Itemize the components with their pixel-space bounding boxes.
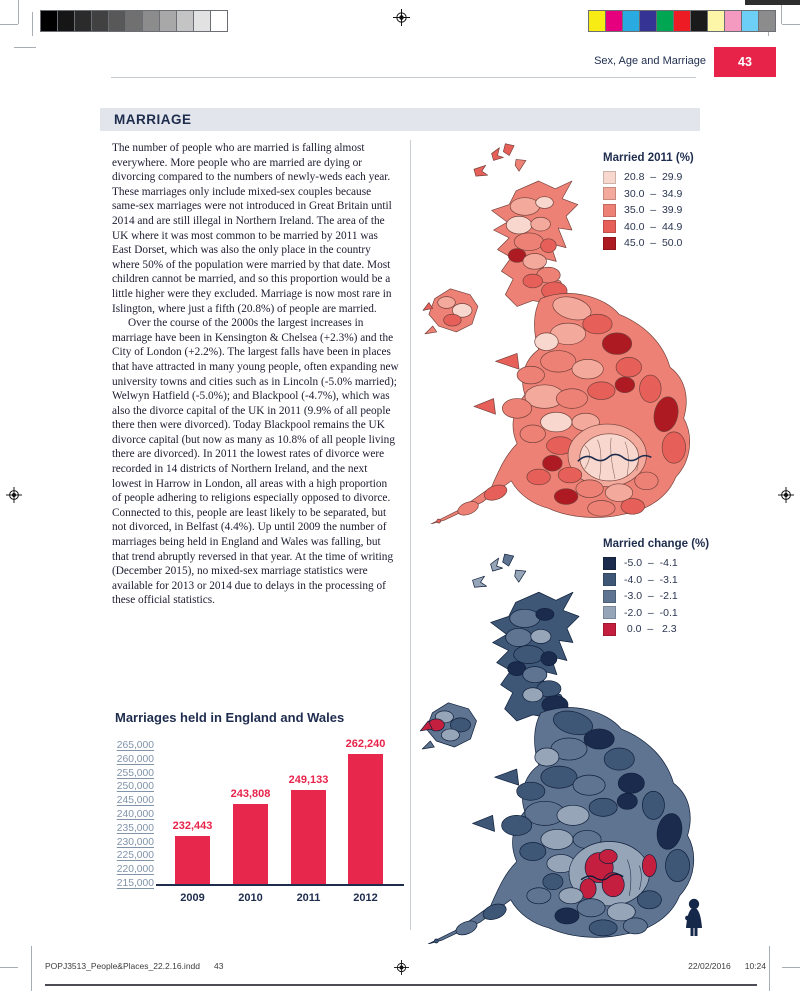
bar-value-label: 262,240 <box>345 737 386 750</box>
color-swatch <box>589 11 606 31</box>
y-tick-label: 220,000 <box>116 864 154 876</box>
legend-row <box>603 621 768 638</box>
y-tick-label: 240,000 <box>116 809 154 820</box>
legend-rows <box>603 169 768 252</box>
running-header: Sex, Age and Marriage <box>594 55 706 67</box>
legend-row <box>603 186 768 203</box>
crop-mark <box>32 12 33 36</box>
crop-mark <box>0 967 18 968</box>
legend-row <box>603 572 768 589</box>
x-tick-label: 2009 <box>180 892 205 904</box>
legend-rows <box>603 555 768 638</box>
legend-row <box>603 555 768 572</box>
imprint-filename: POPJ3513_People&Places_22.2.16.indd <box>45 961 201 971</box>
grayscale-swatch <box>194 11 211 31</box>
legend-row <box>603 605 768 622</box>
crop-mark <box>31 946 32 991</box>
grayscale-calibration-bar <box>40 10 228 32</box>
y-tick-label: 235,000 <box>116 822 154 834</box>
y-tick-label: 265,000 <box>116 740 154 751</box>
color-swatch <box>759 11 775 31</box>
legend-color-swatch <box>603 623 616 636</box>
color-swatch <box>623 11 640 31</box>
grayscale-swatch <box>75 11 92 31</box>
legend-married-change <box>603 538 768 638</box>
chart-title: Marriages held in England and Wales <box>115 710 345 725</box>
body-text-column <box>112 141 399 608</box>
registration-mark-icon <box>394 960 409 975</box>
crop-mark <box>18 0 19 24</box>
bar-2009 <box>175 836 210 884</box>
registration-mark-icon <box>778 487 794 503</box>
y-tick-label: 255,000 <box>116 767 154 779</box>
color-swatch <box>606 11 623 31</box>
crop-mark <box>0 24 18 25</box>
print-time: 10:24 <box>744 961 766 971</box>
legend-title: Married change (%) <box>603 538 710 550</box>
legend-row <box>603 169 768 186</box>
color-swatch <box>657 11 674 31</box>
registration-mark-icon <box>6 487 22 503</box>
bar-value-label: 243,808 <box>230 788 271 801</box>
legend-row <box>603 235 768 252</box>
color-calibration-bar <box>588 10 776 32</box>
color-swatch <box>640 11 657 31</box>
paragraph: The number of people who are married is falling almost everywhere. More people who are married are dying or divorcing compared to the numbers of newly-weds each year. These marriages only include mixed-sex couples because same-sex marriages were not introduced in Great Britain until 2014 and are still illegal in Northern Ireland. The area of the UK where it was most common to be married by 2011 was East Dorset, which was also the only place in the country where 50% of the population were married by that date. Most children cannot be married, and so this proportion would be a little higher were they excluded. Marriage is now most rare in Islington, where just a fifth (20.8%) of people are married. <box>112 142 392 315</box>
legend-range-label: -2.0 – -0.1 <box>624 606 678 619</box>
page-bottom-edge <box>45 984 757 986</box>
x-axis-line <box>156 884 404 886</box>
color-swatch <box>742 11 759 31</box>
legend-range-label: 45.0 – 50.0 <box>624 237 683 250</box>
bar-2010 <box>233 804 268 884</box>
legend-row <box>603 219 768 236</box>
legend-range-label: -5.0 – -4.1 <box>624 557 678 570</box>
column-divider <box>410 140 411 930</box>
grayscale-swatch <box>177 11 194 31</box>
color-swatch <box>674 11 691 31</box>
legend-range-label: 30.0 – 34.9 <box>624 187 683 200</box>
y-tick-label: 245,000 <box>116 795 154 807</box>
legend-row <box>603 588 768 605</box>
section-title: MARRIAGE <box>114 112 192 127</box>
legend-color-swatch <box>603 237 616 250</box>
x-tick-label: 2012 <box>353 892 378 904</box>
bar-value-label: 249,133 <box>288 773 329 786</box>
legend-range-label: 35.0 – 39.9 <box>624 204 683 217</box>
registration-mark-icon <box>393 9 410 26</box>
legend-color-swatch <box>603 557 616 570</box>
legend-color-swatch <box>603 606 616 619</box>
print-datetime <box>688 961 766 971</box>
bar-value-label: 232,443 <box>172 819 213 832</box>
page-number-badge <box>714 47 776 77</box>
legend-row <box>603 202 768 219</box>
legend-color-swatch <box>603 573 616 586</box>
print-date: 22/02/2016 <box>688 961 731 971</box>
grayscale-swatch <box>92 11 109 31</box>
imprint-line <box>45 961 223 971</box>
legend-color-swatch <box>603 171 616 184</box>
legend-color-swatch <box>603 220 616 233</box>
crop-mark <box>14 47 36 48</box>
page-number: 43 <box>738 55 752 69</box>
legend-range-label: 0.0 – 2.3 <box>624 623 677 636</box>
legend-range-label: 20.8 – 29.9 <box>624 171 683 184</box>
marriages-bar-chart <box>112 710 407 920</box>
crop-mark <box>745 0 800 5</box>
grayscale-swatch <box>126 11 143 31</box>
legend-title: Married 2011 (%) <box>603 152 694 164</box>
paragraph: Over the course of the 2000s the largest increases in marriage have been in Kensington & Chelsea (+2.3%) and the City of London (+2.2%). The largest falls have been in places that have attracted in many young people, often expanding new university towns and cities such as in Lincoln (-5.0% married); Welwyn Hatfield (-5.0%); and Blackpool (-4.7%), which was also the divorce capital of the UK in 2011 (9.9% of all people there then were divorced). Today Blackpool remains the UK divorce capital (but now as many as 10.8% of all people living there are divorced). In 2011 the lowest rates of divorce were recorded in 14 districts of Northern Ireland, and the next lowest in Harrow in London, all areas with a high proportion of people adhering to religions especially opposed to divorce. Connected to this, people are least likely to be separated, but not divorced, in Belfast (4.4%). Up until 2009 the number of marriages being held in England and Wales was falling, but that trend abruptly reversed in that year. At the time of writing (December 2015), no mixed-sex marriage statistics were available for 2013 or 2014 due to delays in the processing of these official statistics. <box>112 317 399 607</box>
y-tick-label: 230,000 <box>116 836 154 848</box>
bar-2011 <box>291 790 326 884</box>
imprint-page: 43 <box>214 961 224 971</box>
legend-married-2011 <box>603 152 768 252</box>
grayscale-swatch <box>211 11 227 31</box>
grayscale-swatch <box>58 11 75 31</box>
legend-range-label: -4.0 – -3.1 <box>624 573 678 586</box>
grayscale-swatch <box>41 11 58 31</box>
y-tick-label: 215,000 <box>116 878 154 889</box>
bar-2012 <box>348 754 383 884</box>
legend-range-label: -3.0 – -2.1 <box>624 590 678 603</box>
person-icon <box>683 898 705 943</box>
color-swatch <box>725 11 742 31</box>
legend-color-swatch <box>603 590 616 603</box>
x-tick-label: 2011 <box>296 892 321 904</box>
header-rule <box>111 77 696 78</box>
crop-mark <box>769 946 770 991</box>
grayscale-swatch <box>109 11 126 31</box>
y-tick-label: 225,000 <box>116 850 154 862</box>
crop-mark <box>782 967 800 968</box>
legend-range-label: 40.0 – 44.9 <box>624 220 683 233</box>
section-banner <box>100 108 700 131</box>
crop-mark <box>782 24 800 25</box>
color-swatch <box>708 11 725 31</box>
grayscale-swatch <box>143 11 160 31</box>
grayscale-swatch <box>160 11 177 31</box>
color-swatch <box>691 11 708 31</box>
x-tick-label: 2010 <box>238 892 263 904</box>
legend-color-swatch <box>603 204 616 217</box>
y-tick-label: 250,000 <box>116 781 154 793</box>
y-tick-label: 260,000 <box>116 753 154 765</box>
legend-color-swatch <box>603 187 616 200</box>
